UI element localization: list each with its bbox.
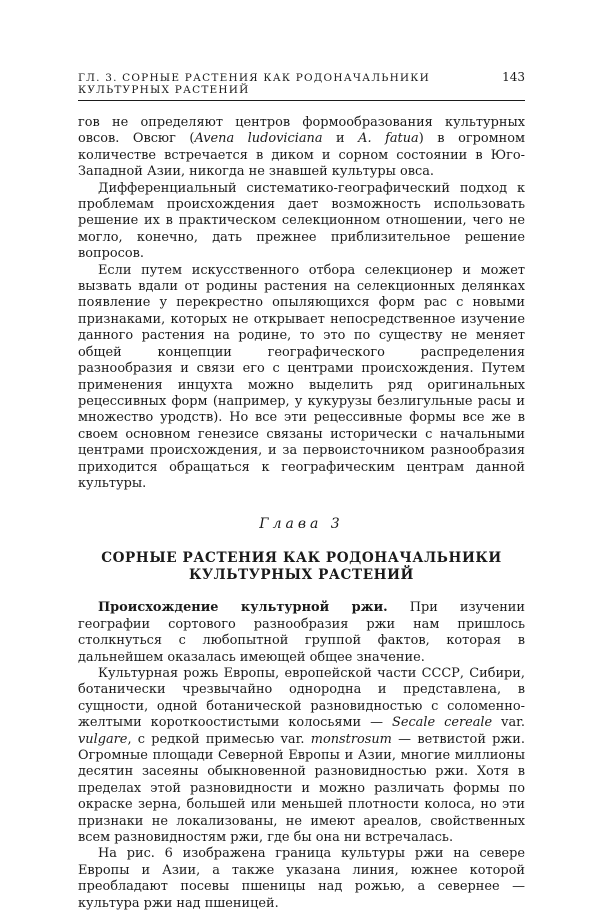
species-name: Avena ludoviciana (194, 131, 323, 147)
runin-heading: Происхождение культурной ржи. (98, 600, 388, 616)
chapter-title-line-2: КУЛЬТУРНЫХ РАСТЕНИЙ (189, 567, 414, 584)
book-page (78, 70, 525, 912)
chapter-title-line-1: СОРНЫЕ РАСТЕНИЯ КАК РОДОНАЧАЛЬНИКИ (101, 550, 502, 567)
running-title: ГЛ. 3. СОРНЫЕ РАСТЕНИЯ КАК РОДОНАЧАЛЬНИКИ КУЛЬТУРНЫХ РАСТЕНИЙ (78, 72, 430, 96)
chapter-title (78, 550, 525, 584)
latin-name: monstrosum (310, 731, 392, 747)
continuation-paragraph-2: Дифференциальный систематико-географический подход к проблемам происхождения дает возможность использовать решение их в практическом селекционном отношении, чего не могло, конечно, дать прежнее приблизительное решение вопросов. (78, 180, 525, 262)
latin-name: Secale cereale (392, 715, 493, 731)
page-number: 143 (502, 70, 525, 84)
chapter-label: Глава 3 (259, 516, 344, 533)
continuation-paragraph-1: гов не определяют центров формообразования культурных овсов. Овсюг (Avena ludoviciana и A. fatua) в огромном количестве встречается в диком и сорном состоянии в Юго-Западной Азии, никогда не знавшей культуры овса. (78, 115, 525, 180)
running-header (78, 70, 525, 101)
latin-name: vulgare (78, 731, 128, 747)
species-name: A. fatua (358, 131, 419, 147)
section-paragraph-1: Происхождение культурной ржи. При изучении географии сортового разнообразия ржи нам пришлось столкнуться с любопытной группой фактов, которая в дальнейшем оказалась имеющей общее значение. (78, 600, 525, 665)
continuation-paragraph-3: Если путем искусственного отбора селекционер и может вызвать вдали от родины растения на селекционных делянках появление у перекрестно опыляющихся форм рас с новыми признаками, которых не открывает непосредственное изучение данного растения на родине, то это по существу не меняет общей концепции географического распределения разнообразия и связи его с центрами происхождения. Путем применения инцухта можно выделить ряд оригинальных рецессивных форм (например, у кукурузы безлигульные расы и множество уродств). Но все эти рецессивные формы все же в своем основном генезисе связаны исторически с начальными центрами происхождения, и за первоисточником разнообразия приходится обращаться к географическим центрам данной культуры. (78, 262, 525, 491)
section-paragraph-2: Культурная рожь Европы, европейской части СССР, Сибири, ботанически чрезвычайно однородна и представлена, в сущности, одной ботанической разновидностью с соломенно-желтыми короткоостистыми колосьями — Secale cereale var. vulgare, с редкой примесью var. monstrosum — ветвистой ржи. Огромные площади Северной Европы и Азии, многие миллионы десятин засеяны обыкновенной разновидностью ржи. Хотя в пределах этой разновидности и можно различать формы по окраске зерна, большей или меньшей плотности колоса, но эти признаки не локализованы, не имеют ареалов, свойственных всем разновидностям ржи, где бы она ни встречалась. (78, 665, 525, 846)
section-paragraph-3: На рис. 6 изображена граница культуры ржи на севере Европы и Азии, а также указана линия, южнее которой преобладают посевы пшеницы над рожью, а севернее — культура ржи над пшеницей. (78, 846, 525, 911)
